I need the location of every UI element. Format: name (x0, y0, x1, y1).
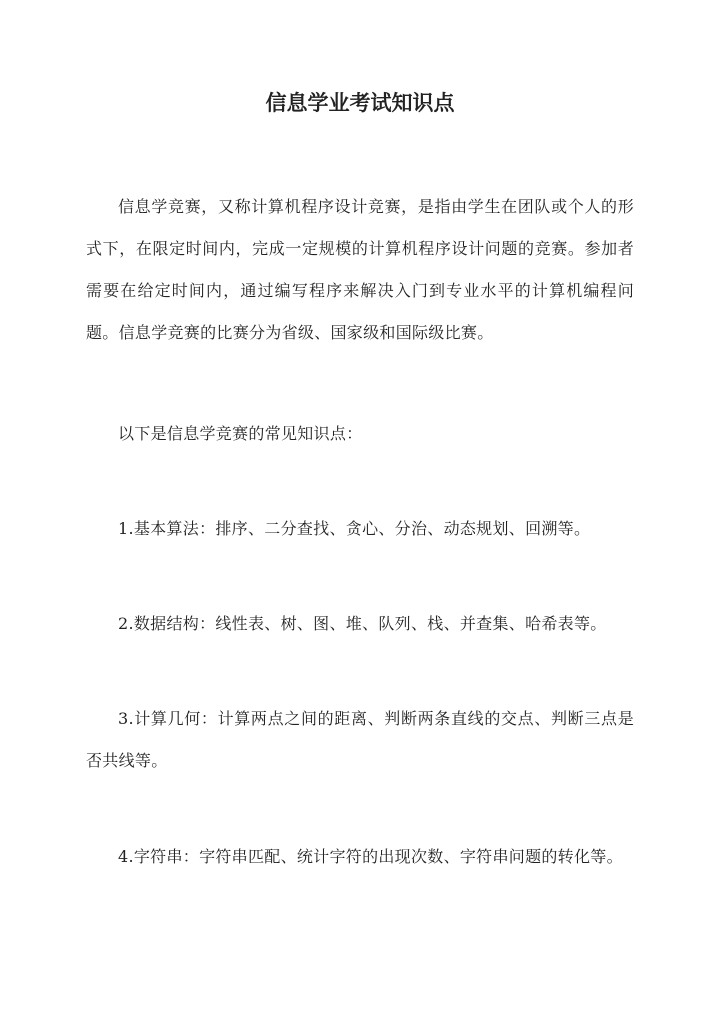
list-item: 2.数据结构：线性表、树、图、堆、队列、栈、并查集、哈希表等。 (118, 614, 607, 633)
list-item: 4.字符串：字符串匹配、统计字符的出现次数、字符串问题的转化等。 (118, 847, 623, 866)
lead-paragraph: 以下是信息学竞赛的常见知识点： (118, 424, 363, 443)
list-item: 3.计算几何：计算两点之间的距离、判断两条直线的交点、判断三点是否共线等。 (86, 709, 634, 770)
page-title: 信息学业考试知识点 (265, 90, 455, 115)
intro-paragraph: 信息学竞赛，又称计算机程序设计竞赛，是指由学生在团队或个人的形式下，在限定时间内，完成一定规模的计算机程序设计问题的竞赛。参加者需要在给定时间内，通过编写程序来解决入门到专业水平的计算机编程问题。信息学竞赛的比赛分为省级、国家级和国际级比赛。 (86, 197, 634, 342)
list-item: 1.基本算法：排序、二分查找、贪心、分治、动态规划、回溯等。 (118, 519, 591, 538)
